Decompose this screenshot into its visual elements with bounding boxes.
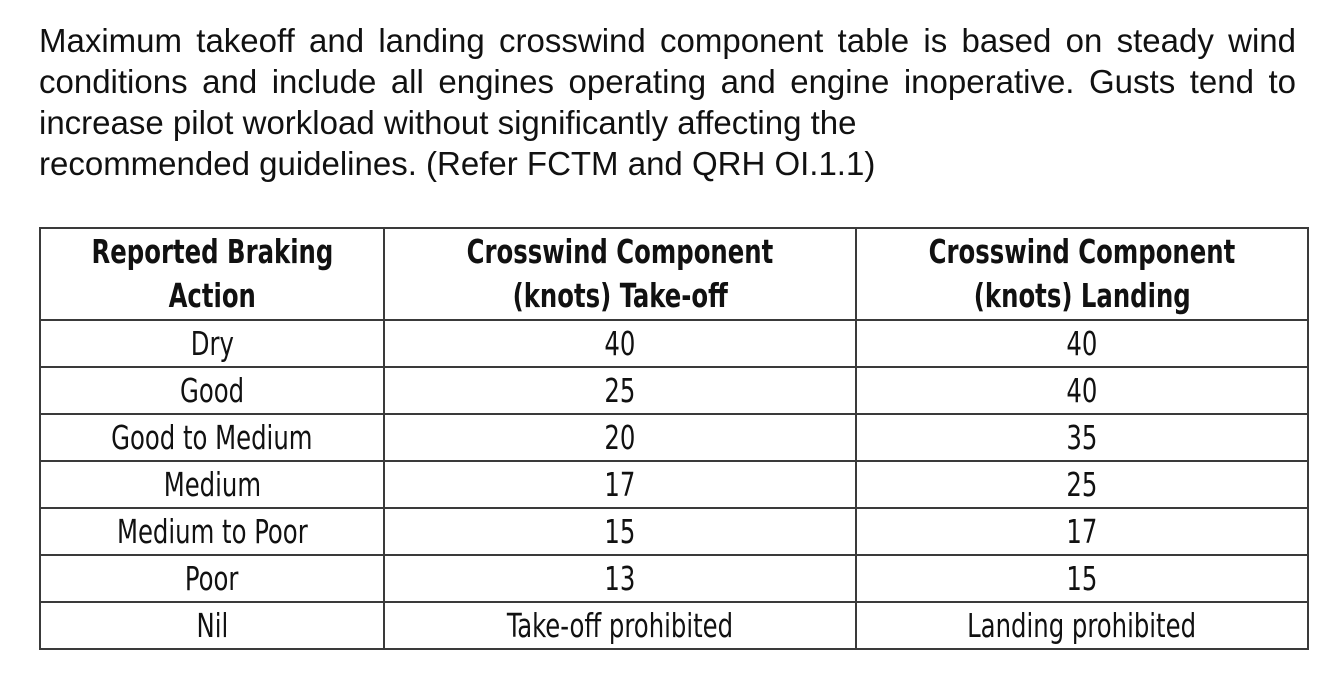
cell-landing (856, 508, 1308, 555)
header-braking-action-line2: Action (168, 276, 256, 315)
cell-landing (856, 414, 1308, 461)
table-row (40, 508, 1308, 555)
cell-braking-action (40, 461, 384, 508)
table-row (40, 414, 1308, 461)
cell-takeoff (384, 414, 856, 461)
intro-line-4: recommended guidelines. (Refer FCTM and QRH OI.1.1) (39, 145, 876, 182)
table-row (40, 367, 1308, 414)
table-row (40, 602, 1308, 649)
cell-takeoff (384, 367, 856, 414)
cell-text: 25 (1066, 465, 1098, 504)
cell-braking-action (40, 555, 384, 602)
cell-braking-action (40, 367, 384, 414)
cell-text: Take-off prohibited (506, 606, 734, 645)
table-header-row (40, 228, 1308, 320)
header-takeoff (384, 228, 856, 320)
header-landing-line2: (knots) Landing (973, 276, 1191, 315)
cell-text: 15 (1066, 559, 1098, 598)
cell-braking-action (40, 414, 384, 461)
intro-line-3: Gusts tend to increase pilot workload without significantly affecting the (39, 63, 1297, 141)
header-takeoff-line1: Crosswind Component (466, 232, 774, 271)
cell-text: Landing prohibited (967, 606, 1197, 645)
cell-landing (856, 320, 1308, 367)
cell-text: 13 (604, 559, 636, 598)
table-row (40, 555, 1308, 602)
cell-braking-action (40, 320, 384, 367)
cell-landing (856, 461, 1308, 508)
cell-text: Dry (190, 324, 234, 363)
cell-braking-action (40, 508, 384, 555)
intro-line-2: wind conditions and include all engines operating and engine inoperative. (39, 22, 1297, 100)
crosswind-table (39, 227, 1309, 650)
cell-text: 40 (1066, 324, 1098, 363)
header-braking-action-line1: Reported Braking (91, 232, 333, 271)
cell-text: 25 (604, 371, 636, 410)
header-landing-line1: Crosswind Component (928, 232, 1236, 271)
cell-takeoff (384, 602, 856, 649)
cell-takeoff (384, 555, 856, 602)
header-landing (856, 228, 1308, 320)
header-braking-action (40, 228, 384, 320)
cell-takeoff (384, 461, 856, 508)
cell-text: 20 (604, 418, 636, 457)
cell-text: Good to Medium (111, 418, 313, 457)
cell-text: 40 (1066, 371, 1098, 410)
table-row (40, 461, 1308, 508)
cell-text: 15 (604, 512, 636, 551)
cell-text: 17 (1066, 512, 1098, 551)
cell-text: Medium to Poor (116, 512, 308, 551)
cell-text: 35 (1066, 418, 1098, 457)
table-row (40, 320, 1308, 367)
cell-landing (856, 367, 1308, 414)
cell-landing (856, 555, 1308, 602)
cell-text: Poor (185, 559, 239, 598)
cell-text: Good (179, 371, 245, 410)
intro-line-1: Maximum takeoff and landing crosswind component table is based on steady (39, 22, 1214, 59)
cell-takeoff (384, 320, 856, 367)
cell-text: Nil (196, 606, 228, 645)
header-takeoff-line2: (knots) Take-off (512, 276, 728, 315)
cell-text: Medium (163, 465, 261, 504)
cell-braking-action (40, 602, 384, 649)
cell-text: 40 (604, 324, 636, 363)
cell-landing (856, 602, 1308, 649)
intro-paragraph (39, 20, 1296, 184)
cell-text: 17 (604, 465, 636, 504)
cell-takeoff (384, 508, 856, 555)
